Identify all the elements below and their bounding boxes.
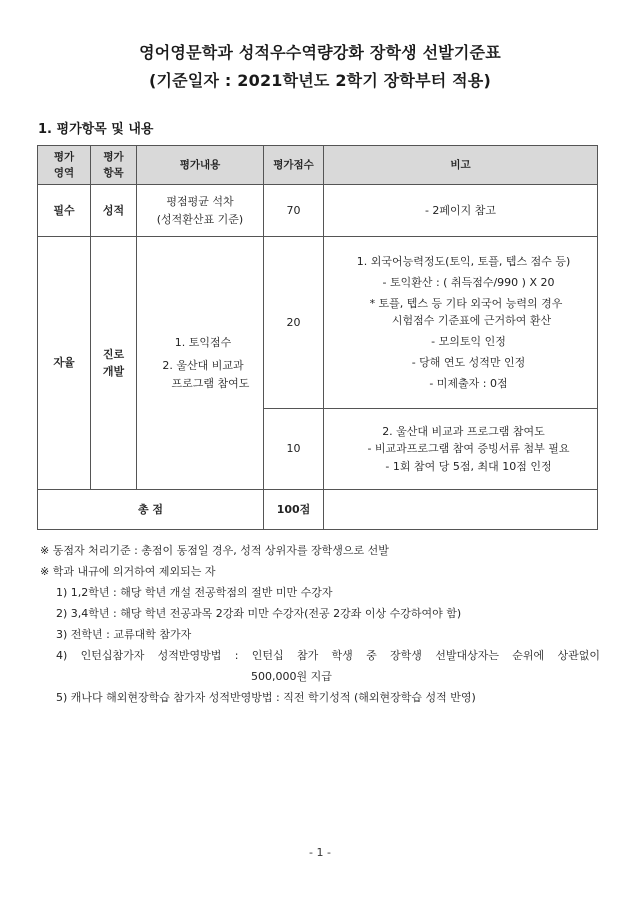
document-title: 영어영문학과 성적우수역량강화 장학생 선발기준표: [139, 43, 501, 62]
table-row: [38, 237, 598, 409]
evaluation-table: [37, 145, 598, 530]
header-content: 평가내용: [137, 146, 264, 185]
note-exclusion-item-continued: 500,000원 지급: [251, 670, 332, 683]
notes-section: [40, 540, 600, 708]
item-grade: 성적: [91, 185, 137, 237]
note-exclusion-item: 5) 캐나다 해외현장학습 참가자 성적반영방법 : 직전 학기성적 (해외현장학습 성적 반영): [56, 691, 476, 704]
header-remark: 비고: [324, 146, 598, 185]
page-number: - 1 -: [309, 846, 331, 859]
note-exclusion-item: 4) 인턴십참가자 성적반영방법 : 인턴십 참가 학생 중 장학생 선발대상자는 순위에 상관없이: [56, 649, 600, 662]
remark-toeic: 1. 외국어능력정도(토익, 토플, 텝스 점수 등) - 토익환산 : ( 취득점수/990 ) X 20 * 토플, 텝스 등 기타 외국어 능력의 경우 시험점수 기준표에 근거하여 환산 - 모의토익 인정 - 당해 연도 성적만 인정 - 미제출자 : 0점: [324, 237, 598, 409]
content-career: 1. 토익점수 2. 울산대 비교과 프로그램 참여도: [137, 237, 264, 490]
content-grade: 평점평균 석차 (성적환산표 기준): [137, 185, 264, 237]
score-grade: 70: [264, 185, 324, 237]
section-heading: 1. 평가항목 및 내용: [38, 122, 154, 137]
document-subtitle: (기준일자 : 2021학년도 2학기 장학부터 적용): [149, 71, 491, 90]
table-row: [38, 185, 598, 237]
header-item: 평가 항목: [91, 146, 137, 185]
item-career: 진로 개발: [91, 237, 137, 490]
header-area: 평가 영역: [38, 146, 91, 185]
table-header-row: [38, 146, 598, 185]
remark-extracurricular: 2. 울산대 비교과 프로그램 참여도 - 비교과프로그램 참여 증빙서류 첨부 필요 - 1회 참여 당 5점, 최대 10점 인정: [324, 409, 598, 490]
score-extracurricular: 10: [264, 409, 324, 490]
note-exclusion-item: 3) 전학년 : 교류대학 참가자: [56, 628, 192, 641]
remark-grade: - 2페이지 참고: [324, 185, 598, 237]
area-required: 필수: [38, 185, 91, 237]
note-exclusion-heading: ※ 학과 내규에 의거하여 제외되는 자: [40, 565, 216, 578]
table-total-row: [38, 490, 598, 530]
total-score: 100점: [264, 490, 324, 530]
header-score: 평가점수: [264, 146, 324, 185]
note-exclusion-item: 2) 3,4학년 : 해당 학년 전공과목 2강좌 미만 수강자(전공 2강좌 이상 수강하여야 함): [56, 607, 462, 620]
area-optional: 자율: [38, 237, 91, 490]
score-toeic: 20: [264, 237, 324, 409]
total-label: 총 점: [38, 490, 264, 530]
note-tie-rule: ※ 동점자 처리기준 : 총점이 동점일 경우, 성적 상위자를 장학생으로 선발: [40, 544, 389, 557]
total-remark: [324, 490, 598, 530]
note-exclusion-item: 1) 1,2학년 : 해당 학년 개설 전공학점의 절반 미만 수강자: [56, 586, 333, 599]
